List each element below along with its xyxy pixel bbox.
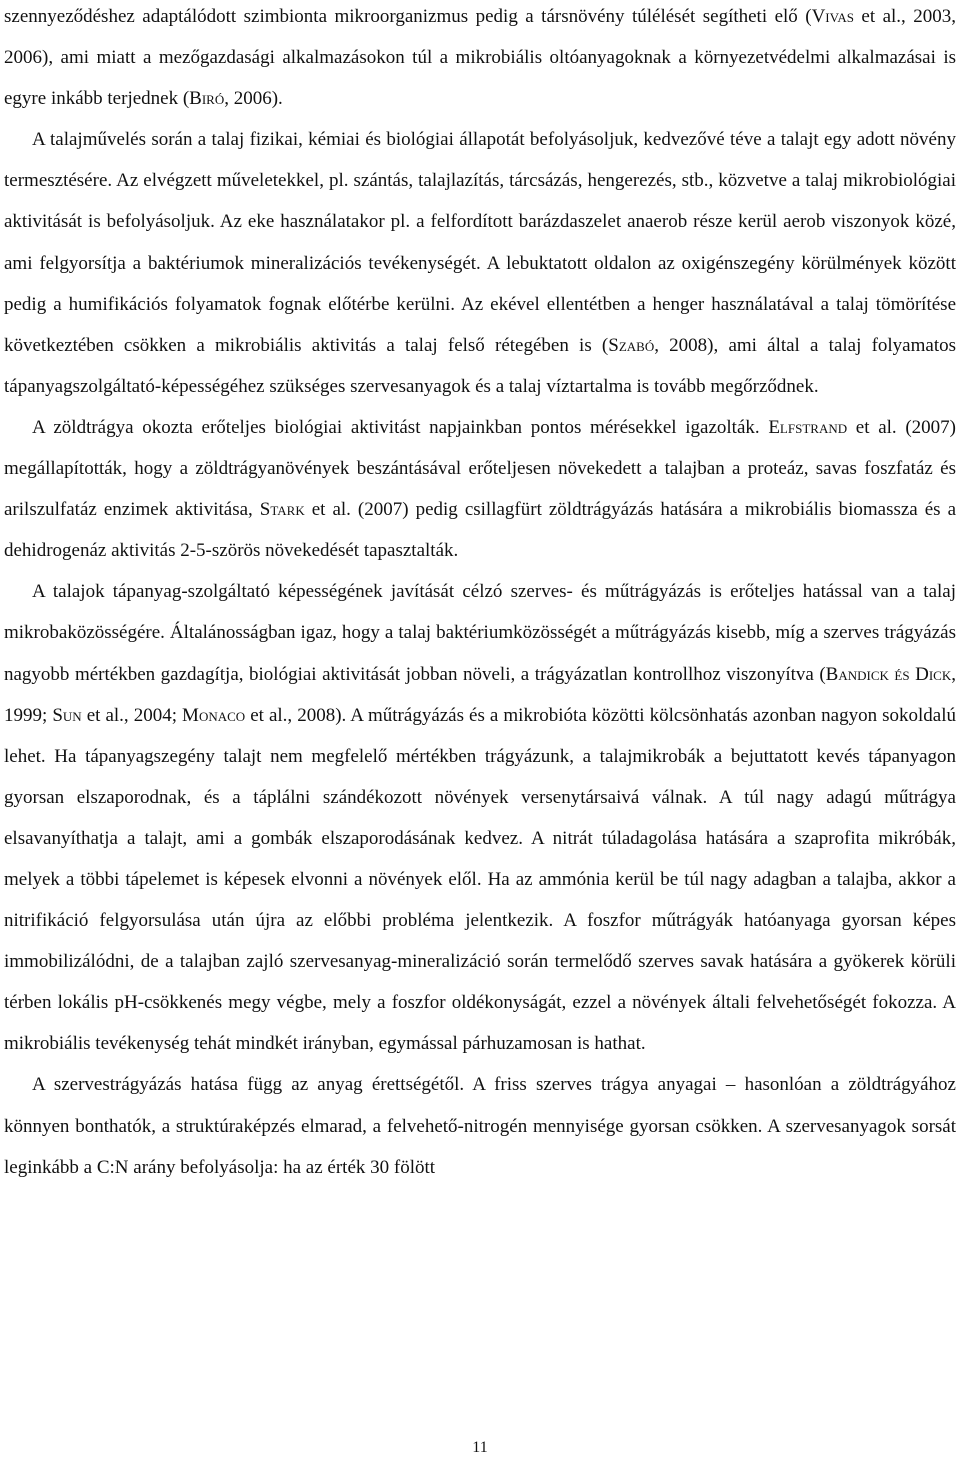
- text-run: , 2006).: [224, 88, 283, 110]
- author-name: Monaco: [182, 704, 246, 726]
- author-name: Elfstrand: [768, 416, 848, 438]
- author-name: Stark: [259, 499, 305, 521]
- paragraph-organic-manure: [4, 1064, 956, 1187]
- author-name: Szabó: [608, 334, 655, 356]
- paragraph-continuation: [4, 0, 956, 119]
- document-page: [4, 0, 956, 1188]
- page-number: 11: [472, 1439, 488, 1456]
- paragraph-green-manure: [4, 407, 956, 571]
- text-run: , 1999;: [4, 663, 956, 726]
- text-run: A zöldtrágya okozta erőteljes biológiai aktivitást napjainkban pontos mérésekkel igazolták.: [32, 416, 769, 438]
- text-run: et al., 2003, 2006), ami miatt a mezőgazdasági alkalmazásokon túl a mikrobiális oltóanyagoknak a környezetvédelmi alkalmazásai is egyre inkább terjednek (: [4, 6, 956, 110]
- text-run: et al. (2007) megállapították, hogy a zöldtrágyanövények beszántásával erőteljesen növekedett a talajban a proteáz, savas foszfatáz és arilszulfatáz enzimek aktivitása,: [4, 416, 957, 521]
- author-name: Bandick és Dick: [825, 663, 952, 685]
- text-run: et al., 2008). A műtrágyázás és a mikrobióta közötti kölcsönhatás azonban nagyon sokoldalú lehet. Ha tápanyagszegény talajt nem megfelelő mértékben trágyázunk, a talajmikrobák a bejuttatott kevés tápanyagon gyorsan elszaporodnak, és a táplálni szándékozott növények versenytársaivá válnak. A túl nagy adagú műtrágya elsavanyíthatja a talajt, ami a gombák elszaporodásának kedvez. A nitrát túladagolása hatására a szaprofita mikróbák, melyek a többi tápelemet is képesek elvonni a növények elől. Ha az ammónia kerül be túl nagy adagban a talajba, akkor a nitrifikáció felgyorsulása után újra az előbbi probléma jelentkezik. A foszfor műtrágyák hatóanyaga gyorsan képes immobilizálódni, de a talajban zajló szervesanyag-mineralizáció során termelődő szerves savak hatására a gyökerek körüli térben lokális pH-csökkenés megy végbe, mely a foszfor oldékonyságát, ezzel a növények általi felvehetőségét fokozza. A mikrobiális tevékenység tehát mindkét irányban, egymással párhuzamosan is hathat.: [4, 704, 957, 1055]
- text-run: szennyeződéshez adaptálódott szimbionta mikroorganizmus pedig a társnövény túlélését segítheti elő (: [4, 6, 812, 27]
- paragraph-fertilization: [4, 571, 956, 1064]
- text-run: et al., 2004;: [81, 704, 183, 726]
- text-run: A szervestrágyázás hatása függ az anyag érettségétől. A friss szerves trágya anyagai – hasonlóan a zöldtrágyához könnyen bonthatók, a struktúraképzés elmarad, a felvehető-nitrogén mennyisége gyorsan csökken. A szervesanyagok sorsát leginkább a C:N arány befolyásolja: ha az érték 30 fölött: [4, 1074, 956, 1178]
- author-name: Vivas: [811, 6, 854, 27]
- text-run: et al. (2007) pedig csillagfürt zöldtrágyázás hatására a mikrobiális biomassza és a dehidrogenáz aktivitás 2-5-szörös növekedését tapasztalták.: [4, 499, 957, 562]
- text-run: A talajművelés során a talaj fizikai, kémiai és biológiai állapotát befolyásoljuk, kedvezővé téve a talajt egy adott növény termesztésére. Az elvégzett műveletekkel, pl. szántás, talajlazítás, tárcsázás, hengerezés, stb., közvetve a talaj mikrobiológiai aktivitását is befolyásoljuk. Az eke használatakor pl. a felfordított barázdaszelet anaerob része kerül aerob viszonyok közé, ami felgyorsítja a baktériumok mineralizációs tevékenységét. A lebuktatott oldalon az oxigénszegény körülmények között pedig a humifikációs folyamatok fognak előtérbe kerülni. Az ekével ellentétben a henger használatával a talaj tömörítése következtében csökken a mikrobiális aktivitás a talaj felső rétegében is (: [4, 129, 956, 356]
- paragraph-soil-tillage: [4, 119, 956, 407]
- author-name: Sun: [52, 704, 82, 726]
- text-run: , 2008), ami által a talaj folyamatos tápanyagszolgáltató-képességéhez szükséges szervesanyagok és a talaj víztartalma is tovább megőrződnek.: [4, 334, 956, 397]
- text-run: A talajok tápanyag-szolgáltató képességének javítását célzó szerves- és műtrágyázás is erőteljes hatással van a talaj mikrobaközösségére. Általánosságban igaz, hogy a talaj baktériumközösségét a műtrágyázás kisebb, míg a szerves trágyázás nagyobb mértékben gazdagítja, biológiai aktivitását jobban növeli, a trágyázatlan kontrollhoz viszonyítva (: [4, 581, 956, 685]
- author-name: Biró: [189, 88, 225, 110]
